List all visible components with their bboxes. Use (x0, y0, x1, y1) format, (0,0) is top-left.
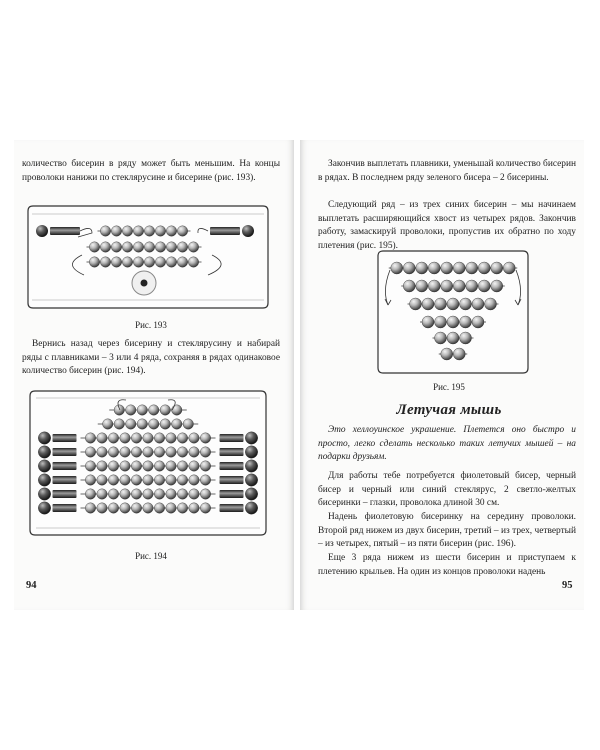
bead (177, 242, 187, 252)
bead (441, 280, 453, 292)
bead (154, 461, 164, 471)
bead (245, 502, 257, 514)
bead (137, 405, 147, 415)
bead (435, 332, 447, 344)
page-number-right: 95 (562, 580, 573, 591)
bead (111, 226, 121, 236)
bugle-bead (53, 476, 77, 484)
bead (149, 419, 159, 429)
bead (155, 226, 165, 236)
bead (154, 447, 164, 457)
bead (166, 489, 176, 499)
bead (120, 489, 130, 499)
bead (126, 405, 136, 415)
bead (503, 262, 515, 274)
bead (189, 475, 199, 485)
right-paragraph-4: Надень фиолетовую бисеринку на середину проволоки. Второй ряд нижем из двух бисерин, третий – из трех, четвертый – из четырех, пятый – из пяти бисерин (рис. 196). (318, 512, 576, 550)
bugle-bead (53, 462, 77, 470)
figure-193 (22, 205, 274, 309)
bugle-bead (220, 448, 244, 456)
bead (97, 447, 107, 457)
bugle-bead (220, 462, 244, 470)
bead (491, 280, 503, 292)
bead (85, 475, 95, 485)
bead (435, 298, 447, 310)
bead (154, 489, 164, 499)
bead (133, 242, 143, 252)
bead (143, 503, 153, 513)
bead (108, 489, 118, 499)
bead (131, 433, 141, 443)
bead (120, 433, 130, 443)
bead (144, 242, 154, 252)
bead (85, 447, 95, 457)
bead (200, 475, 210, 485)
bugle-bead (53, 448, 77, 456)
bead (120, 503, 130, 513)
bugle-bead (220, 476, 244, 484)
bead (428, 262, 440, 274)
bead (410, 298, 422, 310)
bead (100, 242, 110, 252)
bead (89, 242, 99, 252)
bead (143, 461, 153, 471)
bead (391, 262, 403, 274)
bead (38, 488, 50, 500)
bead (189, 489, 199, 499)
bead (85, 503, 95, 513)
bead (89, 257, 99, 267)
bead (189, 461, 199, 471)
bead (166, 503, 176, 513)
bead (177, 461, 187, 471)
bead (111, 242, 121, 252)
bead (183, 419, 193, 429)
bead (245, 460, 257, 472)
bead (166, 433, 176, 443)
bead (85, 461, 95, 471)
bead (416, 262, 428, 274)
bead (166, 447, 176, 457)
bead (460, 332, 472, 344)
bead (189, 503, 199, 513)
bead (38, 446, 50, 458)
bead (460, 316, 472, 328)
figure-194-illustration (22, 390, 274, 536)
bead (172, 405, 182, 415)
bead (133, 257, 143, 267)
bead (460, 298, 472, 310)
bead (108, 447, 118, 457)
bead (245, 474, 257, 486)
bead (144, 226, 154, 236)
figure-195 (372, 250, 534, 374)
bead (447, 332, 459, 344)
left-paragraph-2: Вернись назад через бисерину и стеклярусину и набирай ряды с плавниками – 3 или 4 ряда, сохраняя в рядах одинаковое количество бисерин (рис. 194). (22, 339, 280, 377)
bead (177, 475, 187, 485)
bead (403, 280, 415, 292)
left-paragraph-1: количество бисерин в ряду может быть меньшим. На концы проволоки нанижи по стеклярусине и бисерине (рис. 193). (22, 159, 280, 183)
bead (38, 460, 50, 472)
bead (166, 226, 176, 236)
bead (108, 461, 118, 471)
bead (447, 316, 459, 328)
bead (245, 432, 257, 444)
bead (485, 298, 497, 310)
bugle-bead (220, 434, 244, 442)
intro-italic: Это хеллоуинское украшение. Плетется оно быстро и просто, легко сделать несколько таких летучих мышей – на подарки друзьям. (318, 425, 576, 463)
bead (453, 262, 465, 274)
bead (245, 446, 257, 458)
bead (189, 433, 199, 443)
figure-193-illustration (22, 205, 274, 309)
bead (126, 419, 136, 429)
bead (108, 433, 118, 443)
bead (154, 433, 164, 443)
bead (143, 489, 153, 499)
bead (133, 226, 143, 236)
bead (200, 447, 210, 457)
bead (155, 242, 165, 252)
bead (143, 447, 153, 457)
bead (177, 257, 187, 267)
bead (38, 502, 50, 514)
bead (38, 474, 50, 486)
bead (143, 433, 153, 443)
bead (441, 348, 453, 360)
right-paragraph-2: Следующий ряд – из трех синих бисерин – мы начинаем выплетать расширяющийся хвост из четырех рядов. Закончив работу, замаскируй проволоки, пропустив их обратно по ходу плетения (рис. 195). (318, 200, 576, 251)
bead (422, 316, 434, 328)
figure-193-caption: Рис. 193 (135, 320, 167, 330)
bead (131, 447, 141, 457)
right-paragraph-3: Для работы тебе потребуется фиолетовый бисер, черный бисер и черный или синий стеклярус, 2 светло-желтых бисеринки – глазки, проволока длиной 30 см. (318, 471, 576, 509)
bead (166, 257, 176, 267)
bead (466, 262, 478, 274)
bead (428, 280, 440, 292)
bead (100, 257, 110, 267)
right-paragraph-1: Закончив выплетать плавники, уменьшай количество бисерин в рядах. В последнем ряду зеленого бисера – 2 бисерины. (318, 159, 576, 183)
bead (131, 461, 141, 471)
bugle-bead (220, 504, 244, 512)
bead (472, 316, 484, 328)
bead (189, 447, 199, 457)
bead (453, 348, 465, 360)
bead (491, 262, 503, 274)
bead (108, 503, 118, 513)
bead (97, 489, 107, 499)
bead (172, 419, 182, 429)
bead (188, 242, 198, 252)
bugle-bead (53, 504, 77, 512)
figure-195-illustration (372, 250, 534, 374)
bead (143, 475, 153, 485)
bead (120, 461, 130, 471)
bead (154, 475, 164, 485)
figure-194-caption: Рис. 194 (135, 551, 167, 561)
right-paragraph-5: Еще 3 ряда нижем из шести бисерин и приступаем к плетению крыльев. На один из концов проволоки надень (318, 553, 576, 577)
figure-195-caption: Рис. 195 (433, 382, 465, 392)
bead (472, 298, 484, 310)
bead (97, 503, 107, 513)
bead (160, 419, 170, 429)
bead (245, 488, 257, 500)
bead (149, 405, 159, 415)
bead (200, 461, 210, 471)
bead (435, 316, 447, 328)
bead (85, 489, 95, 499)
bead (85, 433, 95, 443)
bead (416, 280, 428, 292)
bead (422, 298, 434, 310)
section-title: Летучая мышь (396, 402, 502, 418)
bead (166, 242, 176, 252)
bead (97, 461, 107, 471)
bead (200, 433, 210, 443)
bead (131, 489, 141, 499)
bead (466, 280, 478, 292)
bead (155, 257, 165, 267)
bead (403, 262, 415, 274)
bead (177, 433, 187, 443)
bead (137, 419, 147, 429)
bead (200, 503, 210, 513)
bead (177, 503, 187, 513)
bead (166, 475, 176, 485)
bead (114, 405, 124, 415)
bead (100, 226, 110, 236)
bead (144, 257, 154, 267)
bead (131, 475, 141, 485)
bead (154, 503, 164, 513)
bead (120, 447, 130, 457)
bugle-bead (53, 490, 77, 498)
bead (122, 242, 132, 252)
bead (122, 257, 132, 267)
bead (38, 432, 50, 444)
bead (111, 257, 121, 267)
bead (478, 262, 490, 274)
bead (441, 262, 453, 274)
bead (114, 419, 124, 429)
bead (97, 475, 107, 485)
bead (97, 433, 107, 443)
bead (200, 489, 210, 499)
bead (108, 475, 118, 485)
bead (478, 280, 490, 292)
bead (188, 257, 198, 267)
bead (131, 503, 141, 513)
bugle-bead (53, 434, 77, 442)
bead (122, 226, 132, 236)
bead (160, 405, 170, 415)
bead (120, 475, 130, 485)
bead (447, 298, 459, 310)
bead (177, 226, 187, 236)
bead (177, 447, 187, 457)
bead (177, 489, 187, 499)
bead (453, 280, 465, 292)
bugle-bead (220, 490, 244, 498)
figure-194 (22, 390, 274, 536)
page-number-left: 94 (26, 580, 37, 591)
bead (166, 461, 176, 471)
bead (103, 419, 113, 429)
